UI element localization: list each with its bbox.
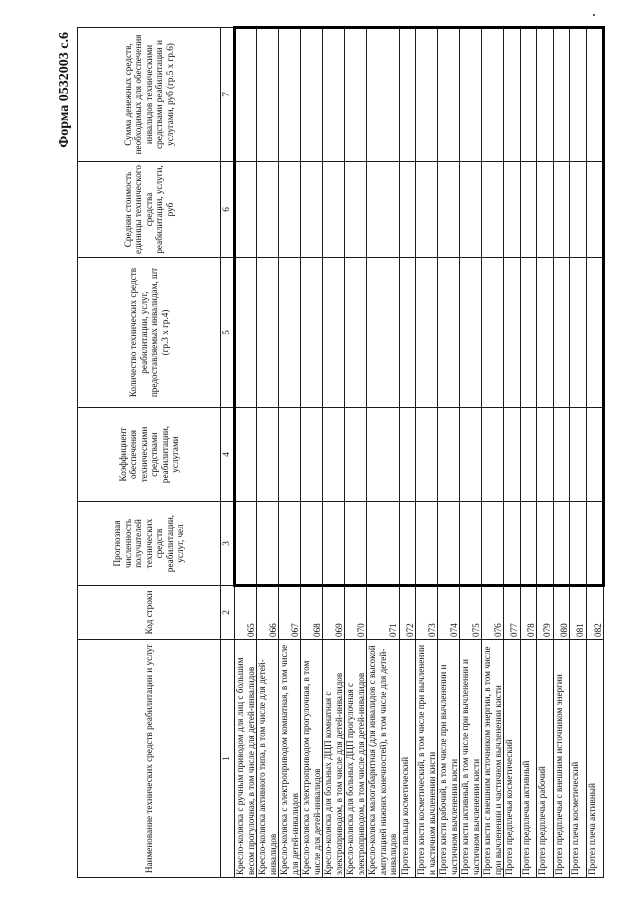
total-sum-cell[interactable]: [537, 28, 554, 162]
coefficient-cell[interactable]: [520, 408, 537, 502]
unit-cost-cell[interactable]: [482, 162, 504, 258]
coefficient-cell[interactable]: [537, 408, 554, 502]
quantity-cell[interactable]: [570, 258, 587, 408]
coefficient-cell[interactable]: [345, 408, 367, 502]
recipients-cell[interactable]: [399, 502, 416, 586]
row-code: 080: [553, 586, 570, 640]
column-number-row: [221, 28, 235, 878]
coefficient-cell[interactable]: [570, 408, 587, 502]
recipients-cell[interactable]: [416, 502, 438, 586]
coefficient-cell[interactable]: [416, 408, 438, 502]
header-code: Код строки: [78, 586, 221, 640]
row-name: Протез кисти рабочий, в том числе при вычленении и частичном вычленении кисти: [438, 640, 460, 878]
header-coefficient: Коэффициент обеспечения техническими средствами реабилитации, услугами: [78, 408, 221, 502]
row-name: Протез плеча активный: [586, 640, 604, 878]
row-name: Протез предплечья с внешним источником энергии: [553, 640, 570, 878]
total-sum-cell[interactable]: [570, 28, 587, 162]
recipients-cell[interactable]: [537, 502, 554, 586]
recipients-cell[interactable]: [460, 502, 482, 586]
recipients-cell[interactable]: [570, 502, 587, 586]
column-number: 5: [221, 258, 235, 408]
quantity-cell[interactable]: [416, 258, 438, 408]
recipients-cell[interactable]: [553, 502, 570, 586]
row-code: 075: [460, 586, 482, 640]
row-name: Протез кисти активный, в том числе при вычленении и частичном вычленении кисти: [460, 640, 482, 878]
row-code: 082: [586, 586, 604, 640]
quantity-cell[interactable]: [257, 258, 279, 408]
total-sum-cell[interactable]: [367, 28, 400, 162]
table-row: [367, 28, 400, 878]
unit-cost-cell[interactable]: [235, 162, 257, 258]
coefficient-cell[interactable]: [279, 408, 301, 502]
quantity-cell[interactable]: [323, 258, 345, 408]
total-sum-cell[interactable]: [257, 28, 279, 162]
unit-cost-cell[interactable]: [323, 162, 345, 258]
table-row: [520, 28, 537, 878]
row-code: 081: [570, 586, 587, 640]
quantity-cell[interactable]: [279, 258, 301, 408]
row-code: 076: [482, 586, 504, 640]
row-code: 070: [345, 586, 367, 640]
column-number: 1: [221, 640, 235, 878]
quantity-cell[interactable]: [345, 258, 367, 408]
quantity-cell[interactable]: [460, 258, 482, 408]
unit-cost-cell[interactable]: [257, 162, 279, 258]
total-sum-cell[interactable]: [279, 28, 301, 162]
unit-cost-cell[interactable]: [553, 162, 570, 258]
table-row: [537, 28, 554, 878]
header-row: [78, 28, 221, 878]
coefficient-cell[interactable]: [460, 408, 482, 502]
total-sum-cell[interactable]: [323, 28, 345, 162]
row-name: Кресло-коляска с ручным приводом для лиц с большим весом прогулочная, в том числе для детей-инвалидов: [235, 640, 257, 878]
table-row: [323, 28, 345, 878]
coefficient-cell[interactable]: [399, 408, 416, 502]
recipients-cell[interactable]: [301, 502, 323, 586]
table-row: [460, 28, 482, 878]
row-name: Кресло-коляска активного типа, в том числе для детей-инвалидов: [257, 640, 279, 878]
quantity-cell[interactable]: [438, 258, 460, 408]
row-name: Протез кисти косметический, в том числе при вычленении и частичном вычленении кисти: [416, 640, 438, 878]
coefficient-cell[interactable]: [586, 408, 604, 502]
table-row: [257, 28, 279, 878]
scan-speck: [593, 14, 595, 16]
row-code: 072: [399, 586, 416, 640]
recipients-cell[interactable]: [520, 502, 537, 586]
column-number: 6: [221, 162, 235, 258]
row-code: 078: [520, 586, 537, 640]
unit-cost-cell[interactable]: [367, 162, 400, 258]
unit-cost-cell[interactable]: [460, 162, 482, 258]
row-name: Протез предплечья косметический: [504, 640, 521, 878]
recipients-cell[interactable]: [586, 502, 604, 586]
total-sum-cell[interactable]: [345, 28, 367, 162]
column-number: 3: [221, 502, 235, 586]
row-name: Протез предплечья рабочий: [537, 640, 554, 878]
table-row: [482, 28, 504, 878]
form-page: [51, 25, 611, 880]
recipients-cell[interactable]: [279, 502, 301, 586]
coefficient-cell[interactable]: [257, 408, 279, 502]
table-row: [301, 28, 323, 878]
quantity-cell[interactable]: [586, 258, 604, 408]
unit-cost-cell[interactable]: [504, 162, 521, 258]
unit-cost-cell[interactable]: [537, 162, 554, 258]
quantity-cell[interactable]: [235, 258, 257, 408]
header-recipients: Прогнозная численность получателей технических средств реабилитации, услуг, чел: [78, 502, 221, 586]
row-code: 079: [537, 586, 554, 640]
total-sum-cell[interactable]: [460, 28, 482, 162]
coefficient-cell[interactable]: [301, 408, 323, 502]
unit-cost-cell[interactable]: [416, 162, 438, 258]
table-row: [399, 28, 416, 878]
recipients-cell[interactable]: [257, 502, 279, 586]
header-quantity: Количество технических средств реабилитации, услуг, предоставляемых инвалидам, шт (гр.3 х гр.4): [78, 258, 221, 408]
unit-cost-cell[interactable]: [438, 162, 460, 258]
data-table: [77, 26, 605, 878]
table-row: [279, 28, 301, 878]
recipients-cell[interactable]: [235, 502, 257, 586]
table-row: [504, 28, 521, 878]
row-name: Протез кисти с внешним источником энергии, в том числе при вычленении и частичном вычленении кисти: [482, 640, 504, 878]
coefficient-cell[interactable]: [235, 408, 257, 502]
total-sum-cell[interactable]: [416, 28, 438, 162]
row-code: 067: [279, 586, 301, 640]
row-name: Протез плеча косметический: [570, 640, 587, 878]
unit-cost-cell[interactable]: [520, 162, 537, 258]
form-identifier: Форма 0532003 с.6: [57, 32, 72, 148]
total-sum-cell[interactable]: [586, 28, 604, 162]
row-code: 073: [416, 586, 438, 640]
table-row: [570, 28, 587, 878]
row-name: Кресло-коляска с электроприводом прогулочная, в том числе для детей-инвалидов: [301, 640, 323, 878]
quantity-cell[interactable]: [482, 258, 504, 408]
total-sum-cell[interactable]: [504, 28, 521, 162]
row-code: 068: [301, 586, 323, 640]
quantity-cell[interactable]: [553, 258, 570, 408]
unit-cost-cell[interactable]: [345, 162, 367, 258]
coefficient-cell[interactable]: [482, 408, 504, 502]
column-number: 4: [221, 408, 235, 502]
header-name: Наименование технических средств реабилитации и услуг: [78, 640, 221, 878]
recipients-cell[interactable]: [438, 502, 460, 586]
total-sum-cell[interactable]: [235, 28, 257, 162]
recipients-cell[interactable]: [323, 502, 345, 586]
table-row: [438, 28, 460, 878]
header-total-sum: Сумма денежных средств, необходимых для обеспечения инвалидов техническими средствами реабилитации и услугами, руб (гр.5 х гр.6): [78, 28, 221, 162]
row-name: Кресло-коляска для больных ДЦП прогулочная с электроприводом, в том числе для детей-инвалидов: [345, 640, 367, 878]
unit-cost-cell[interactable]: [570, 162, 587, 258]
row-code: 066: [257, 586, 279, 640]
recipients-cell[interactable]: [367, 502, 400, 586]
coefficient-cell[interactable]: [323, 408, 345, 502]
table-row: [586, 28, 604, 878]
unit-cost-cell[interactable]: [279, 162, 301, 258]
unit-cost-cell[interactable]: [586, 162, 604, 258]
row-code: 071: [367, 586, 400, 640]
unit-cost-cell[interactable]: [399, 162, 416, 258]
coefficient-cell[interactable]: [367, 408, 400, 502]
coefficient-cell[interactable]: [553, 408, 570, 502]
quantity-cell[interactable]: [367, 258, 400, 408]
quantity-cell[interactable]: [399, 258, 416, 408]
row-code: 069: [323, 586, 345, 640]
coefficient-cell[interactable]: [504, 408, 521, 502]
recipients-cell[interactable]: [504, 502, 521, 586]
quantity-cell[interactable]: [520, 258, 537, 408]
header-unit-cost: Средняя стоимость единицы технического средства реабилитации, услуги, руб: [78, 162, 221, 258]
quantity-cell[interactable]: [504, 258, 521, 408]
row-name: Протез предплечья активный: [520, 640, 537, 878]
total-sum-cell[interactable]: [482, 28, 504, 162]
table-row: [345, 28, 367, 878]
total-sum-cell[interactable]: [520, 28, 537, 162]
table-row: [553, 28, 570, 878]
total-sum-cell[interactable]: [553, 28, 570, 162]
total-sum-cell[interactable]: [438, 28, 460, 162]
coefficient-cell[interactable]: [438, 408, 460, 502]
unit-cost-cell[interactable]: [301, 162, 323, 258]
row-name: Протез пальца косметический: [399, 640, 416, 878]
recipients-cell[interactable]: [482, 502, 504, 586]
row-name: Кресло-коляска малогабаритная (для инвалидов с высокой ампутацией нижних конечностей), в том числе для детей-инвалидов: [367, 640, 400, 878]
column-number: 2: [221, 586, 235, 640]
row-code: 074: [438, 586, 460, 640]
recipients-cell[interactable]: [345, 502, 367, 586]
table-row: [235, 28, 257, 878]
table-row: [416, 28, 438, 878]
column-number: 7: [221, 28, 235, 162]
row-code: 065: [235, 586, 257, 640]
row-name: Кресло-коляска с электроприводом комнатная, в том числе для детей-инвалидов: [279, 640, 301, 878]
total-sum-cell[interactable]: [301, 28, 323, 162]
quantity-cell[interactable]: [301, 258, 323, 408]
row-code: 077: [504, 586, 521, 640]
total-sum-cell[interactable]: [399, 28, 416, 162]
quantity-cell[interactable]: [537, 258, 554, 408]
row-name: Кресло-коляска для больных ДЦП комнатная с электроприводом, в том числе для детей-инвалидов: [323, 640, 345, 878]
